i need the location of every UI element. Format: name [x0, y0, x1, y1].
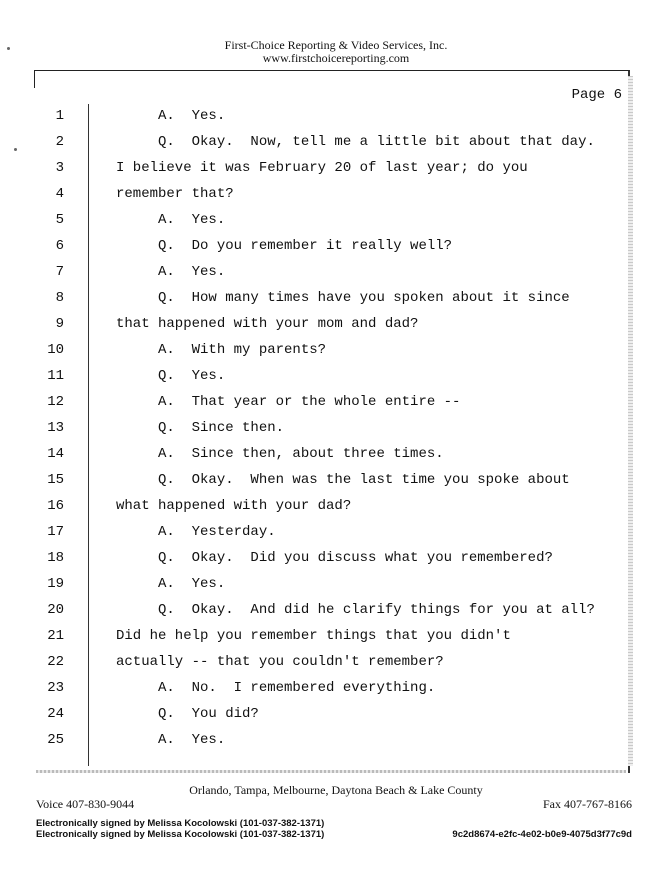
line-text: A. Yesterday. — [116, 524, 276, 540]
line-text: Q. Okay. When was the last time you spoke about — [116, 472, 570, 488]
line-number: 20 — [47, 602, 64, 618]
transcript-line — [0, 550, 672, 576]
line-text: A. No. I remembered everything. — [116, 680, 436, 696]
line-text: remember that? — [116, 186, 234, 202]
frame-left-edge — [34, 70, 35, 88]
transcript-line — [0, 368, 672, 394]
footer-voice-number: Voice 407-830-9044 — [36, 797, 135, 811]
transcript-line — [0, 212, 672, 238]
transcript-line — [0, 602, 672, 628]
transcript-line — [0, 108, 672, 134]
transcript-line — [0, 316, 672, 342]
company-website: www.firstchoicereporting.com — [262, 51, 410, 65]
line-text: A. That year or the whole entire -- — [116, 394, 461, 410]
line-number: 11 — [47, 368, 64, 384]
transcript-line — [0, 394, 672, 420]
line-number: 16 — [47, 498, 64, 514]
line-number: 17 — [47, 524, 64, 540]
transcript-line — [0, 654, 672, 680]
transcript-line — [0, 498, 672, 524]
line-number: 23 — [47, 680, 64, 696]
line-text: Q. Okay. And did he clarify things for you at all? — [116, 602, 595, 618]
company-name: First-Choice Reporting & Video Services, Inc. — [224, 38, 448, 52]
line-number: 13 — [47, 420, 64, 436]
scan-speck — [7, 47, 10, 50]
line-text: Q. Okay. Did you discuss what you remembered? — [116, 550, 553, 566]
transcript-line — [0, 264, 672, 290]
line-number: 24 — [47, 706, 64, 722]
line-text: I believe it was February 20 of last year; do you — [116, 160, 528, 176]
transcript-line — [0, 420, 672, 446]
footer-locations: Orlando, Tampa, Melbourne, Daytona Beach & Lake County — [189, 783, 483, 797]
page-number: Page 6 — [571, 87, 622, 103]
transcript-line — [0, 342, 672, 368]
line-number: 5 — [55, 212, 64, 228]
line-number: 15 — [47, 472, 64, 488]
line-text: actually -- that you couldn't remember? — [116, 654, 444, 670]
transcript-line — [0, 680, 672, 706]
footer-fax-number: Fax 407-767-8166 — [543, 797, 632, 811]
transcript-line — [0, 186, 672, 212]
frame-bottom-rule — [36, 770, 626, 773]
transcript-line — [0, 576, 672, 602]
line-text: Q. Okay. Now, tell me a little bit about that day. — [116, 134, 595, 150]
line-number: 9 — [55, 316, 64, 332]
line-number: 3 — [55, 160, 64, 176]
line-number: 25 — [47, 732, 64, 748]
transcript-line — [0, 706, 672, 732]
transcript-line — [0, 134, 672, 160]
line-text: Q. Yes. — [116, 368, 226, 384]
transcript-line — [0, 160, 672, 186]
line-text: A. Since then, about three times. — [116, 446, 444, 462]
line-text: A. With my parents? — [116, 342, 327, 358]
line-text: A. Yes. — [116, 108, 226, 124]
document-hash: 9c2d8674-e2fc-4e02-b0e9-4075d3f77c9d — [452, 829, 632, 840]
transcript-line — [0, 628, 672, 654]
line-number: 21 — [47, 628, 64, 644]
line-number: 18 — [47, 550, 64, 566]
line-text: what happened with your dad? — [116, 498, 352, 514]
line-number: 10 — [47, 342, 64, 358]
line-number: 22 — [47, 654, 64, 670]
transcript-line — [0, 524, 672, 550]
scan-speck — [14, 148, 17, 151]
line-text: Q. Since then. — [116, 420, 285, 436]
line-number: 1 — [55, 108, 64, 124]
line-text: Q. How many times have you spoken about it since — [116, 290, 570, 306]
line-text: Q. Do you remember it really well? — [116, 238, 453, 254]
line-number: 6 — [55, 238, 64, 254]
line-text: Q. You did? — [116, 706, 259, 722]
line-number: 12 — [47, 394, 64, 410]
line-number: 8 — [55, 290, 64, 306]
line-text: A. Yes. — [116, 212, 226, 228]
line-number: 7 — [55, 264, 64, 280]
transcript-line — [0, 446, 672, 472]
line-text: A. Yes. — [116, 732, 226, 748]
line-number: 14 — [47, 446, 64, 462]
line-number: 2 — [55, 134, 64, 150]
transcript-line — [0, 732, 672, 758]
electronic-signature-1: Electronically signed by Melissa Kocolowski (101-037-382-1371) — [36, 818, 325, 829]
electronic-signature-2: Electronically signed by Melissa Kocolowski (101-037-382-1371) — [36, 829, 325, 840]
transcript-line — [0, 290, 672, 316]
line-text: A. Yes. — [116, 264, 226, 280]
transcript-line — [0, 472, 672, 498]
line-number: 4 — [55, 186, 64, 202]
line-text: that happened with your mom and dad? — [116, 316, 419, 332]
line-text: A. Yes. — [116, 576, 226, 592]
line-number: 19 — [47, 576, 64, 592]
transcript-line — [0, 238, 672, 264]
line-text: Did he help you remember things that you didn't — [116, 628, 511, 644]
